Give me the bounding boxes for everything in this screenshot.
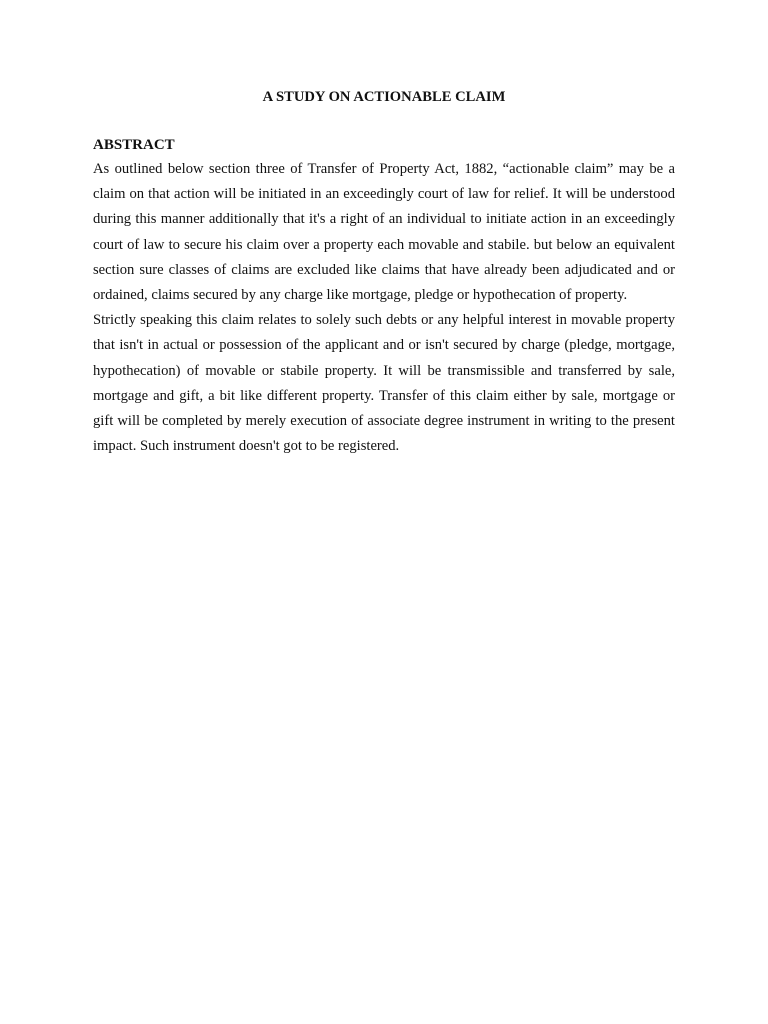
abstract-paragraph-1: As outlined below section three of Transfer of Property Act, 1882, “actionable claim” may be a claim on that action will be initiated in an exceedingly court of law for relief. It will be understood during this manner additionally that it's a right of an individual to initiate action in an exceedingly court of law to secure his claim over a property each movable and stabile. but below an equivalent section sure classes of claims are excluded like claims that have already been adjudicated and or ordained, claims secured by any charge like mortgage, pledge or hypothecation of property.	[93, 161, 675, 304]
document-title: A STUDY ON ACTIONABLE CLAIM	[262, 89, 506, 105]
document-body	[93, 86, 675, 459]
abstract-heading: ABSTRACT	[93, 137, 175, 153]
abstract-paragraph-2: Strictly speaking this claim relates to solely such debts or any helpful interest in movable property that isn't in actual or possession of the applicant and or isn't secured by charge (pledge, mortgage, hypothecation) of movable or stabile property. It will be transmissible and transferred by sale, mortgage and gift, a bit like different property. Transfer of this claim either by sale, mortgage or gift will be completed by merely execution of associate degree instrument in writing to the present impact. Such instrument doesn't got to be registered.	[93, 312, 675, 455]
